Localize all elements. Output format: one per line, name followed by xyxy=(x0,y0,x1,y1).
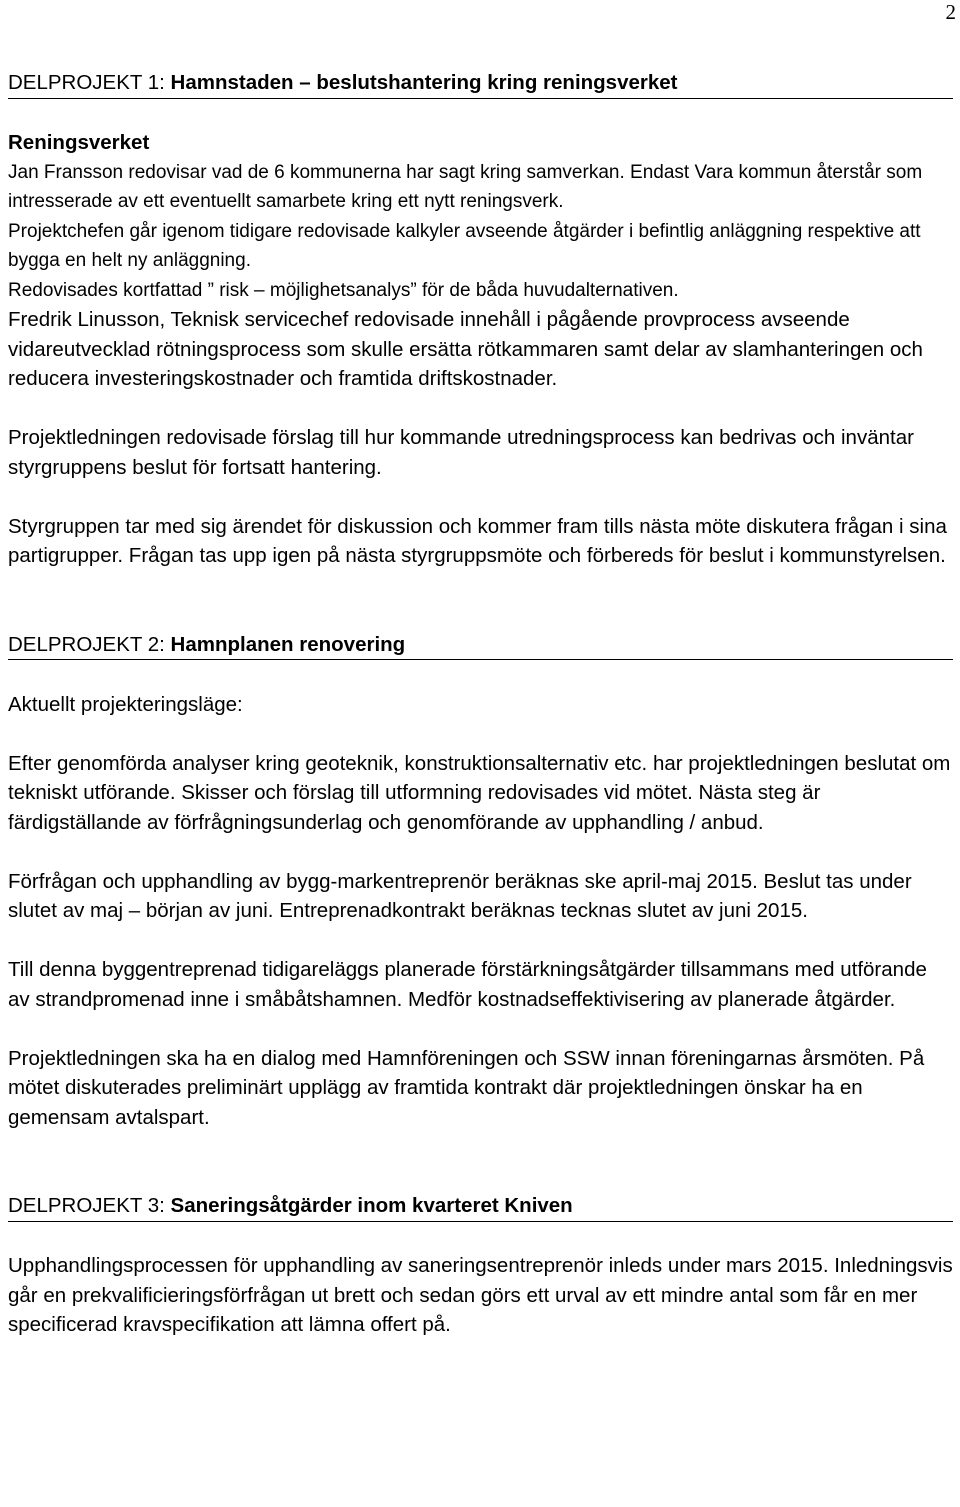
section-2-status-label: Aktuellt projekteringsläge: xyxy=(8,692,243,716)
section-1-paragraph: Projektledningen redovisade förslag till hur kommande utredningsprocess kan bedrivas och inväntar styrgruppens beslut för fortsatt hantering. xyxy=(8,426,914,479)
section-3-heading-title: Saneringsåtgärder inom kvarteret Kniven xyxy=(170,1194,573,1217)
section-1-heading-prefix: DELPROJEKT 1: xyxy=(8,71,171,94)
section-1-paragraph: Projektchefen går igenom tidigare redovisade kalkyler avseende åtgärder i befintlig anläggning respektive att bygga en helt ny anläggning. xyxy=(8,220,921,271)
section-1-paragraph: Styrgruppen tar med sig ärendet för diskussion och kommer fram tills nästa möte diskutera frågan i sina partigrupper. Frågan tas upp igen på nästa styrgruppsmöte och förbereds för beslut i kommunstyrelsen. xyxy=(8,514,947,567)
document-body xyxy=(8,68,953,1340)
section-3-paragraph: Upphandlingsprocessen för upphandling av saneringsentreprenör inleds under mars 2015. Inledningsvis går en prekvalificieringsförfrågan ut brett och sedan görs ett urval av ett mindre antal som får en mer specificerad kravspecifikation att lämna offert på. xyxy=(8,1254,953,1336)
section-2 xyxy=(8,630,953,1133)
section-2-paragraph: Efter genomförda analyser kring geoteknik, konstruktionsalternativ etc. har projektledningen beslutat om tekniskt utförande. Skisser och förslag till utformning redovisades vid mötet. Nästa steg är färdigställande av förfrågningsunderlag och genomförande av upphandling / anbud. xyxy=(8,751,951,834)
section-1 xyxy=(8,68,953,571)
section-2-paragraph: Till denna byggentreprenad tidigareläggs planerade förstärkningsåtgärder tillsammans med utförande av strandpromenad inne i småbåtshamnen. Medför kostnadseffektivisering av planerade åtgärder. xyxy=(8,958,927,1011)
section-1-heading-title: Hamnstaden – beslutshantering kring reningsverket xyxy=(170,71,678,94)
section-3-heading-prefix: DELPROJEKT 3: xyxy=(8,1194,171,1217)
section-3-heading xyxy=(8,1191,953,1222)
page-number: 2 xyxy=(945,0,956,24)
section-1-paragraph: Fredrik Linusson, Teknisk servicechef redovisade innehåll i pågående provprocess avseende vidareutvecklad rötningsprocess som skulle ersätta rötkammaren samt delar av slamhanteringen och reducera investeringskostnader och framtida driftskostnader. xyxy=(8,308,923,390)
section-2-heading-title: Hamnplanen renovering xyxy=(170,632,406,656)
section-2-paragraph: Projektledningen ska ha en dialog med Hamnföreningen och SSW innan föreningarnas årsmöten. På mötet diskuterades preliminärt upplägg av framtida kontrakt där projektledningen önskar ha en gemensam avtalspart. xyxy=(8,1046,925,1129)
section-2-heading-prefix: DELPROJEKT 2: xyxy=(8,632,171,656)
section-3 xyxy=(8,1191,953,1340)
section-1-paragraph: Jan Fransson redovisar vad de 6 kommunerna har sagt kring samverkan. Endast Vara kommun återstår som intresserade av ett eventuellt samarbete kring ett nytt reningsverk. xyxy=(8,161,923,212)
section-1-heading xyxy=(8,68,953,99)
section-2-paragraph: Förfrågan och upphandling av bygg-markentreprenör beräknas ske april-maj 2015. Beslut tas under slutet av maj – början av juni. Entreprenadkontrakt beräknas tecknas slutet av juni 2015. xyxy=(8,869,912,922)
section-2-heading xyxy=(8,630,953,661)
section-1-subheading: Reningsverket xyxy=(8,131,150,154)
section-1-paragraph: Redovisades kortfattad ” risk – möjlighetsanalys” för de båda huvudalternativen. xyxy=(8,279,679,301)
